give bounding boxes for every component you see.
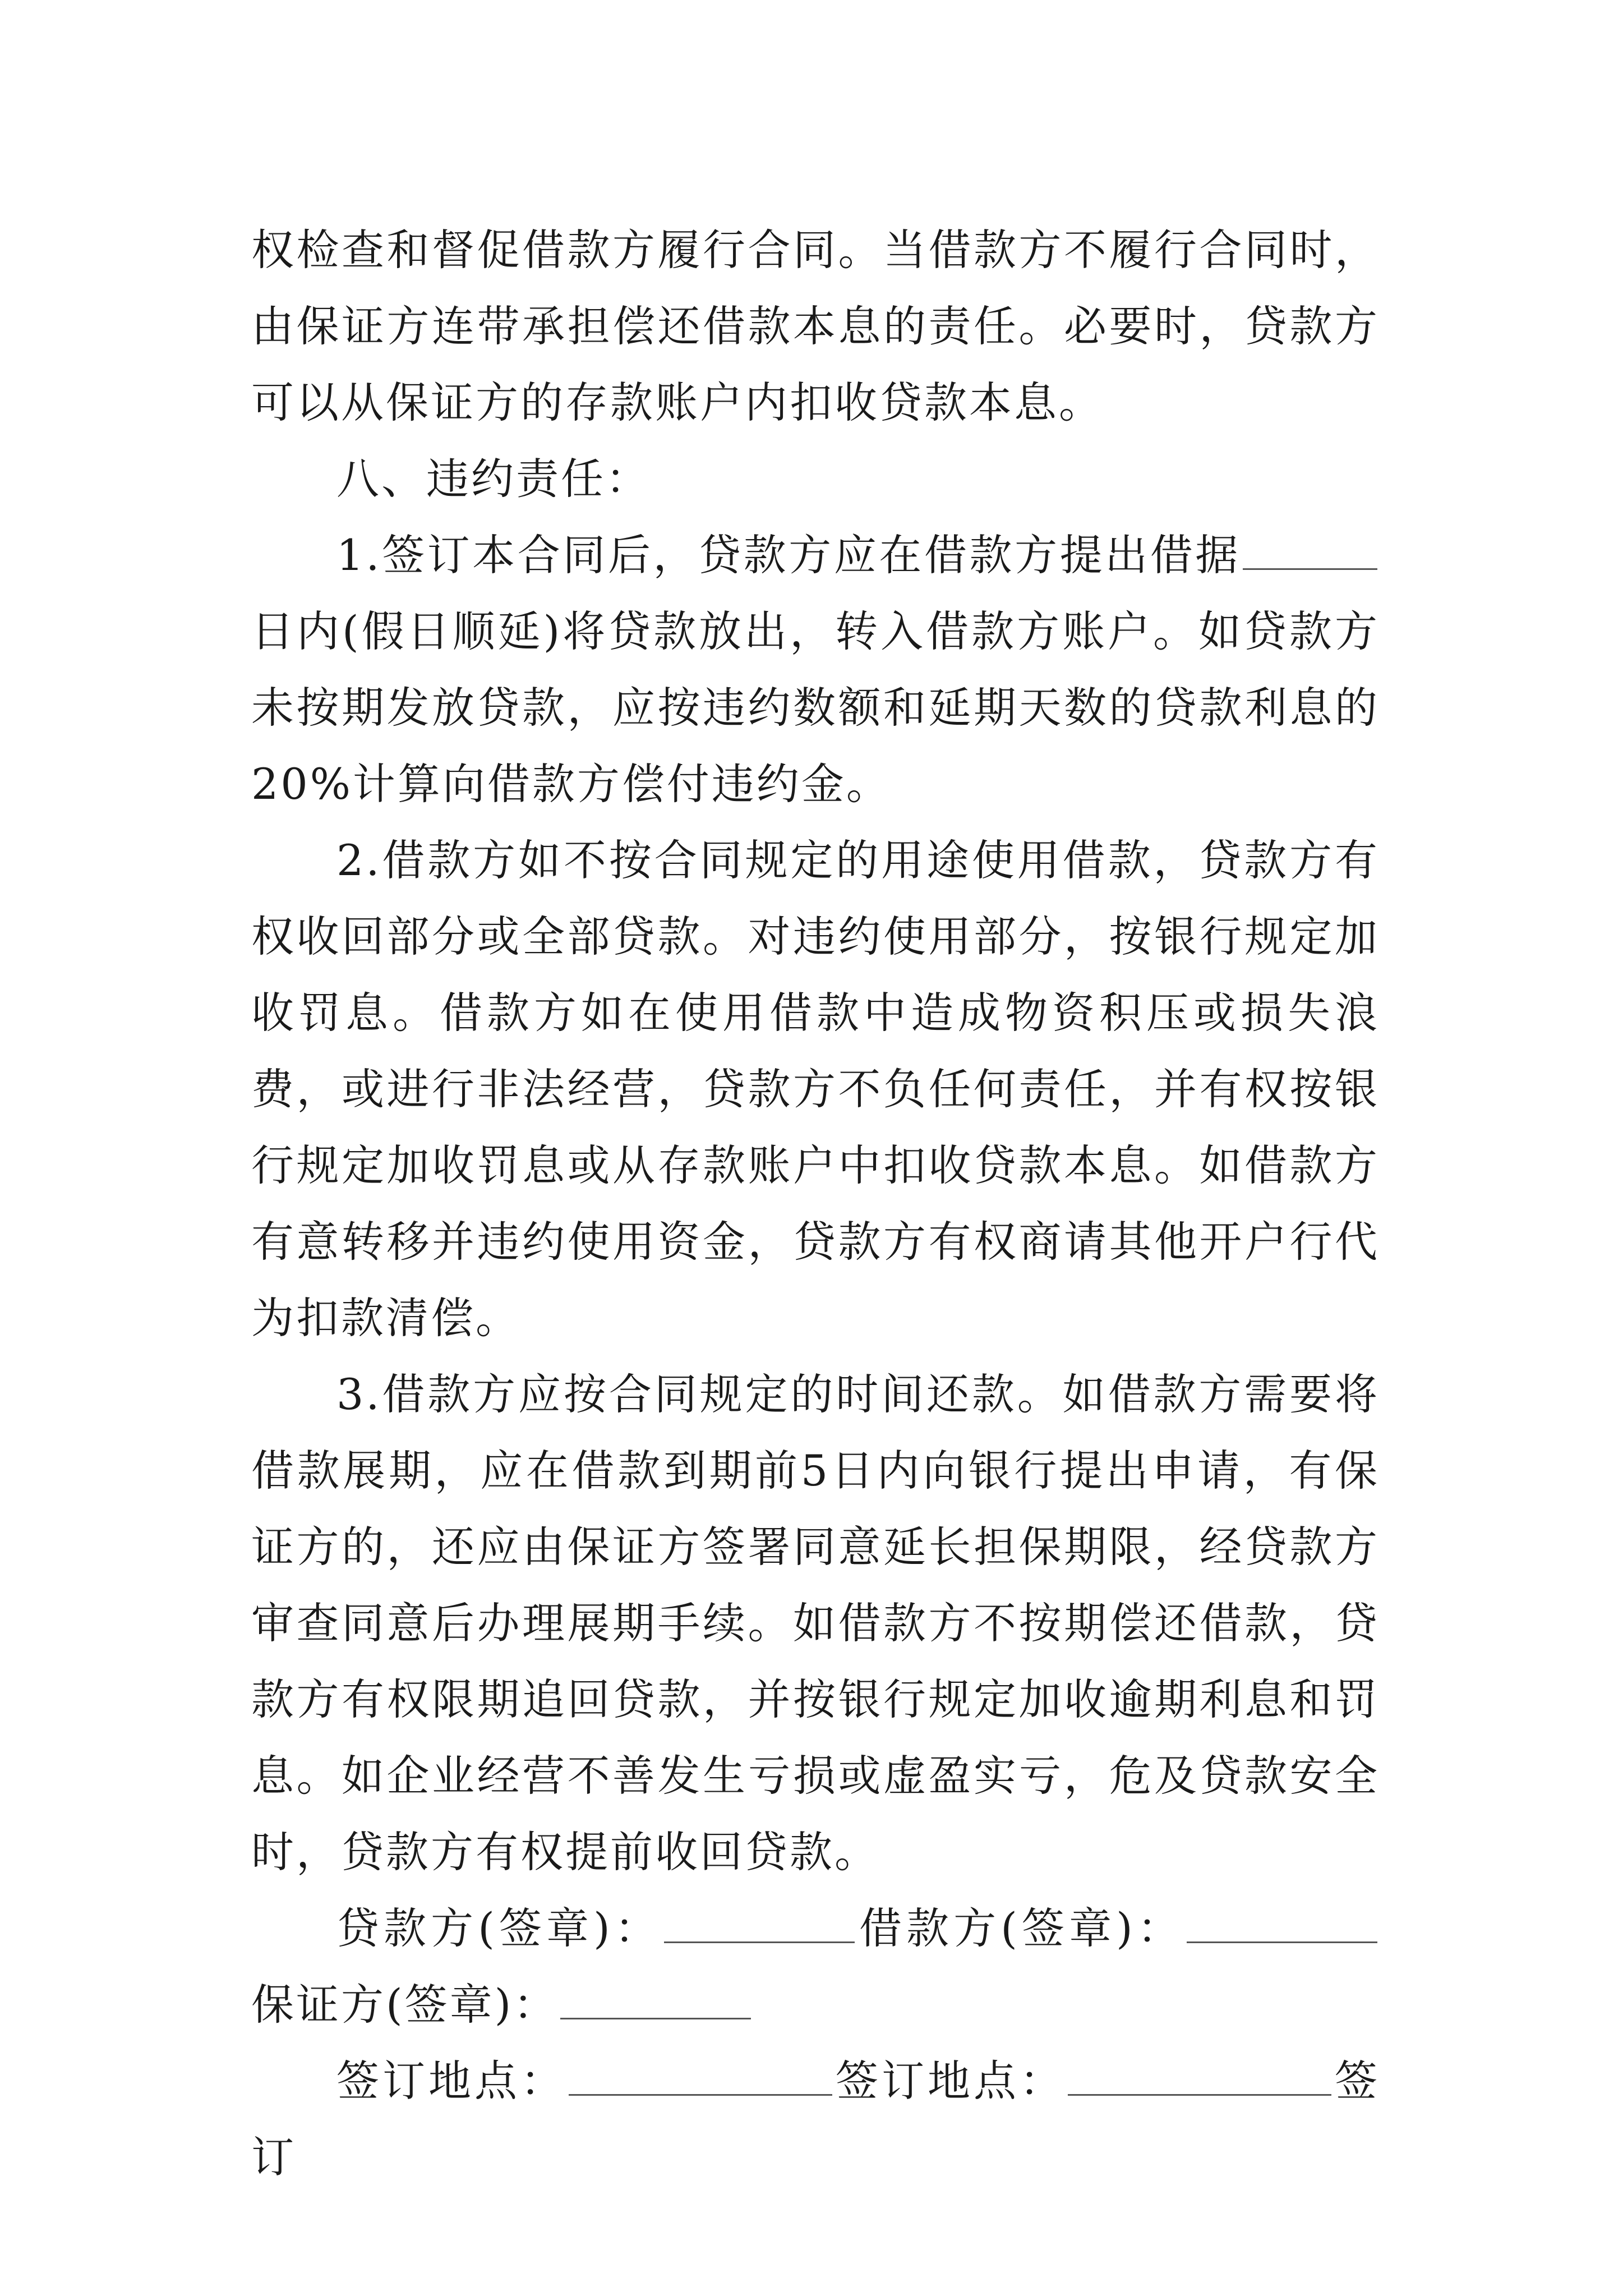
document-body xyxy=(251,212,1380,2196)
signature-line xyxy=(251,1890,1380,2043)
signing-place-blank-2 xyxy=(1068,2046,1331,2096)
clause-1-text-end: 日内(假日顺延)将贷款放出，转入借款方账户。如贷款方未按期发放贷款，应按违约数额和延期天数的贷款利息的20%计算向借款方偿付违约金。 xyxy=(251,606,1380,809)
signing-place-line xyxy=(251,2043,1380,2196)
paragraph-guarantee-continued: 权检查和督促借款方履行合同。当借款方不履行合同时，由保证方连带承担偿还借款本息的责任。必要时，贷款方可以从保证方的存款账户内扣收贷款本息。 xyxy=(251,225,1380,427)
guarantor-signature-blank xyxy=(560,1970,751,2019)
clause-1-text-start: 1.签订本合同后，贷款方应在借款方提出借据 xyxy=(336,530,1241,580)
signing-place-label-3: 签订 xyxy=(251,2056,1380,2182)
lender-signature-label: 贷款方(签章)： xyxy=(336,1903,662,1953)
signing-place-label-1: 签订地点： xyxy=(336,2056,566,2106)
section-heading-breach-liability: 八、违约责任： xyxy=(336,454,651,504)
paragraph-clause-1 xyxy=(251,517,1380,822)
borrower-signature-blank xyxy=(1187,1893,1377,1943)
paragraph-clause-3: 3.借款方应按合同规定的时间还款。如借款方需要将借款展期，应在借款到期前5日内向银行提出申请，有保证方的，还应由保证方签署同意延长担保期限，经贷款方审查同意后办理展期手续。如借款方不按期偿还借款，贷款方有权限期追回贷款，并按银行规定加收逾期利息和罚息。如企业经营不善发生亏损或虚盈实亏，危及贷款安全时，贷款方有权提前收回贷款。 xyxy=(251,1369,1380,1877)
borrower-signature-label: 借款方(签章)： xyxy=(856,1903,1184,1953)
signing-place-label-2: 签订地点： xyxy=(834,2056,1066,2106)
signing-place-blank-1 xyxy=(569,2046,832,2096)
guarantor-signature-label: 保证方(签章)： xyxy=(251,1980,559,2030)
fill-in-blank-days xyxy=(1243,520,1377,570)
paragraph-clause-2: 2.借款方如不按合同规定的用途使用借款，贷款方有权收回部分或全部贷款。对违约使用部分，按银行规定加收罚息。借款方如在使用借款中造成物资积压或损失浪费，或进行非法经营，贷款方不负任何责任，并有权按银行规定加收罚息或从存款账户中扣收贷款本息。如借款方有意转移并违约使用资金，贷款方有权商请其他开户行代为扣款清偿。 xyxy=(251,835,1380,1343)
lender-signature-blank xyxy=(664,1893,855,1943)
